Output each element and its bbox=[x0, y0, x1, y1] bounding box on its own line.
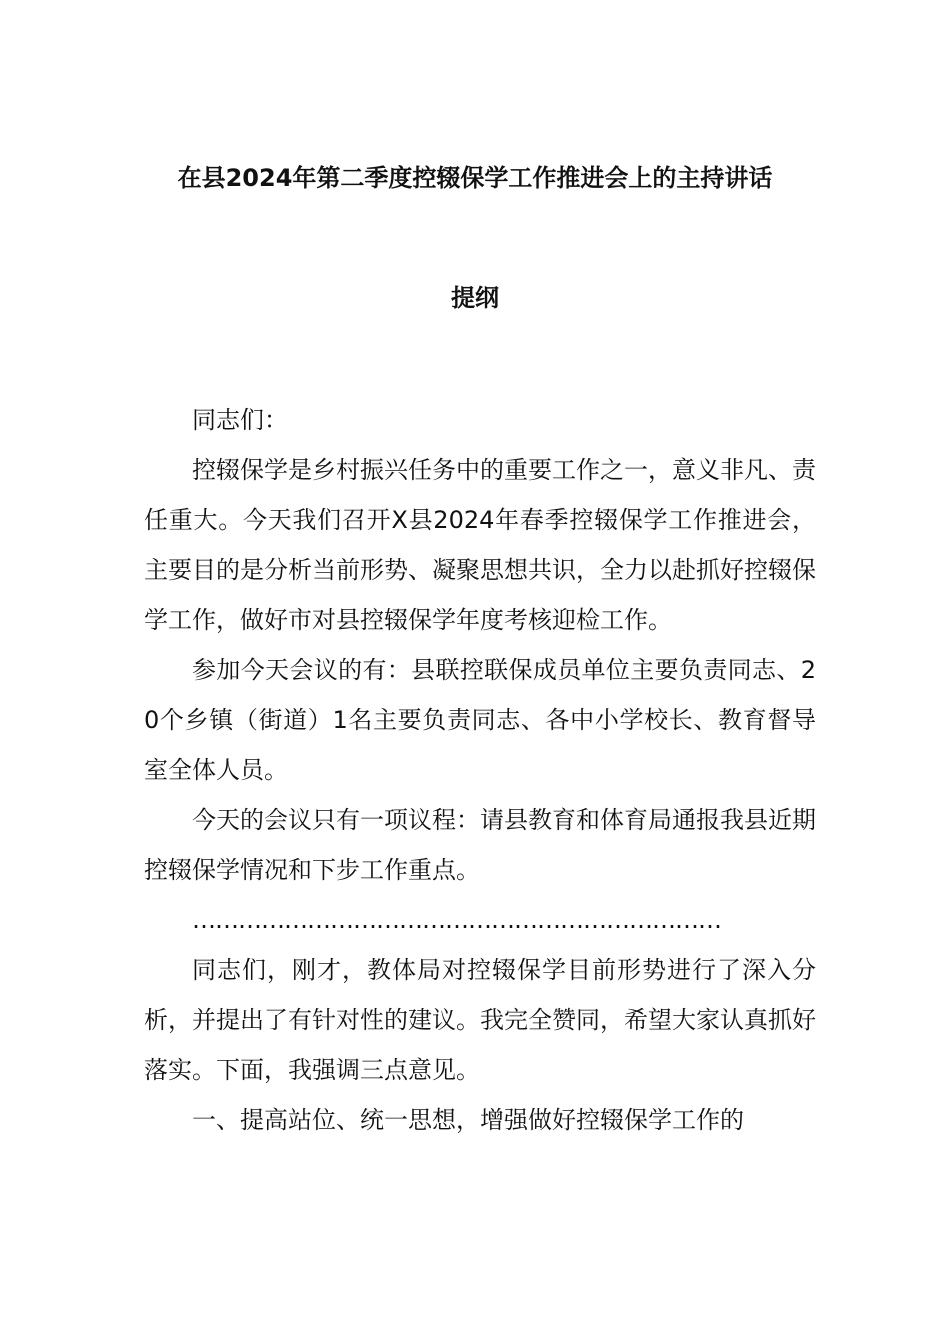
salutation-paragraph: 同志们： bbox=[192, 406, 288, 434]
ellipsis-divider: …………………………………………………………… bbox=[192, 906, 721, 934]
document-title: 在县2024年第二季度控辍保学工作推进会上的主持讲话 bbox=[177, 164, 773, 192]
summary-paragraph: 同志们，刚才，教体局对控辍保学目前形势进行了深入分析，并提出了有针对性的建议。我完全赞同，希望大家认真抓好落实。下面，我强调三点意见。 bbox=[144, 956, 816, 1084]
section-one-heading: 一、提高站位、统一思想，增强做好控辍保学工作的 bbox=[192, 1106, 744, 1134]
attendees-paragraph: 参加今天会议的有：县联控联保成员单位主要负责同志、20个乡镇（街道）1名主要负责同志、各中小学校长、教育督导室全体人员。 bbox=[144, 656, 816, 784]
agenda-paragraph: 今天的会议只有一项议程：请县教育和体育局通报我县近期控辍保学情况和下步工作重点。 bbox=[144, 806, 816, 884]
document-body bbox=[144, 395, 816, 1145]
document-subtitle: 提纲 bbox=[451, 284, 499, 312]
intro-paragraph: 控辍保学是乡村振兴任务中的重要工作之一，意义非凡、责任重大。今天我们召开X县2024年春季控辍保学工作推进会，主要目的是分析当前形势、凝聚思想共识，全力以赴抓好控辍保学工作，做好市对县控辍保学年度考核迎检工作。 bbox=[144, 456, 816, 634]
